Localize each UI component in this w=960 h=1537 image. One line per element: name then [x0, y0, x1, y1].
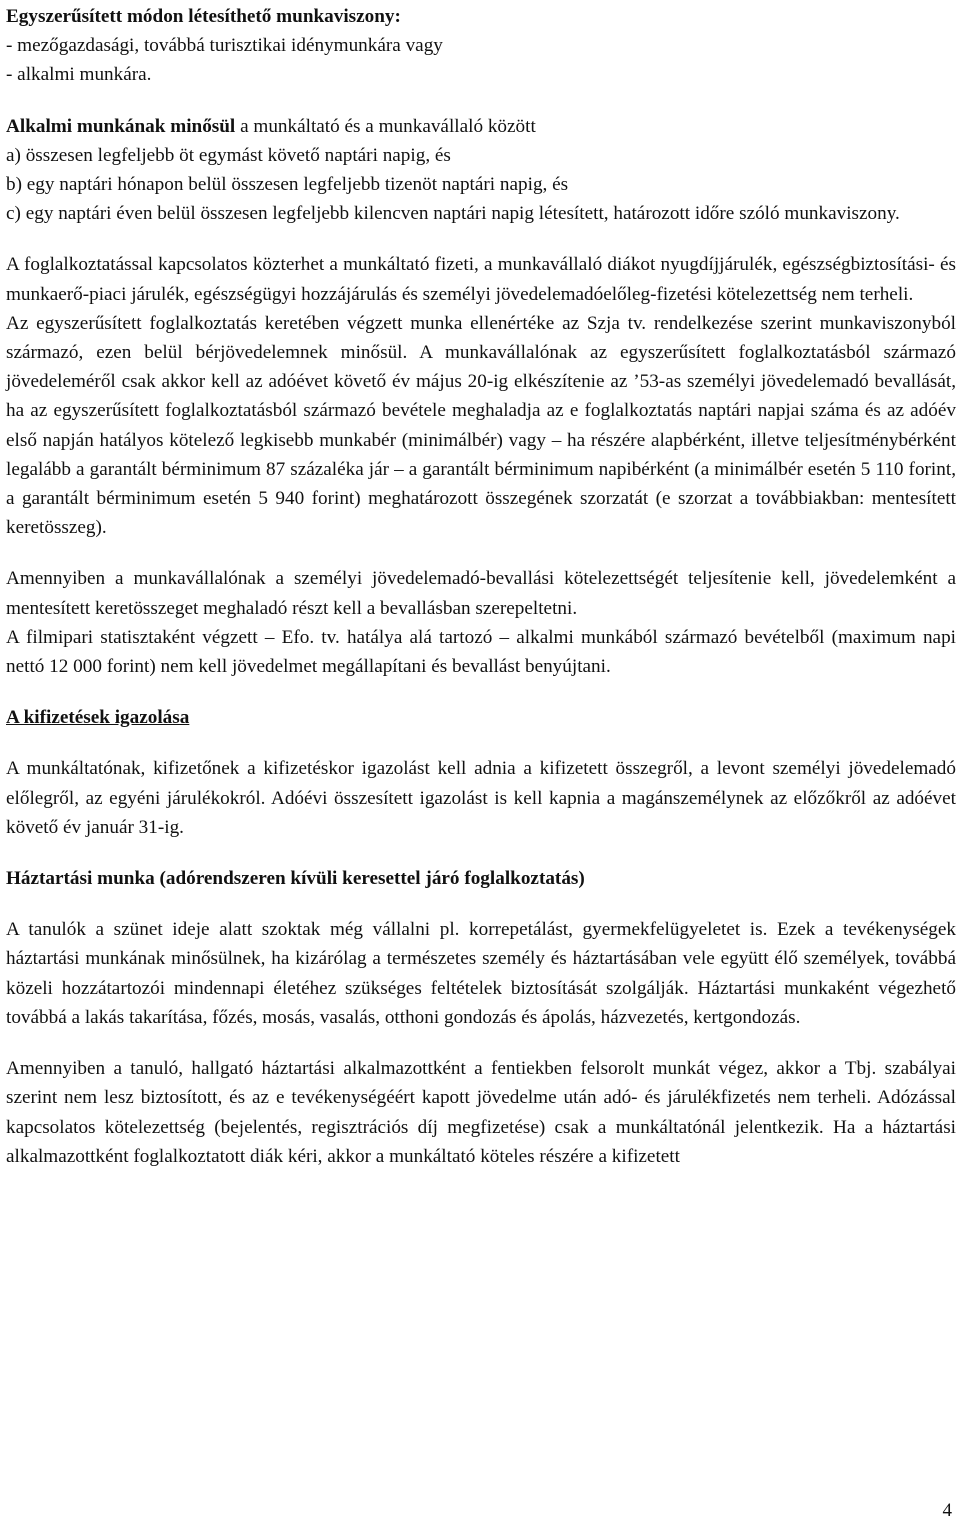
- section-title: Egyszerűsített módon létesíthető munkaviszony:: [6, 6, 401, 27]
- paragraph: Amennyiben a tanuló, hallgató háztartási alkalmazottként a fentiekben felsorolt munkát végez, akkor a Tbj. szabályai szerint nem lesz biztosított, és az e tevékenységéért kapott jövedelme után adó- és járulékfizetés nem terheli. Adózással kapcsolatos kötelezettség (bejelentés, regisztrációs díj megfizetése) csak a munkáltatónál jelentkezik. Ha a háztartási alkalmazottként foglalkoztatott diák kéri, akkor a munkáltató köteles részére a kifizetett: [6, 1058, 956, 1167]
- section-heading: A kifizetések igazolása: [6, 707, 190, 729]
- spacer: [6, 542, 956, 564]
- spacer: [6, 893, 956, 915]
- casual-work-term: Alkalmi munkának minősül: [6, 115, 236, 137]
- paragraph: A munkáltatónak, kifizetőnek a kifizetéskor igazolást kell adnia a kifizetett összegről, a levont személyi jövedelemadó előlegről, az egyéni járulékokról. Adóévi összesített igazolást is kell kapnia a magánszemélynek az előzőkről az adóévet követő év január 31-ig.: [6, 758, 956, 838]
- casual-work-lead: [6, 112, 956, 141]
- page-number: 4: [942, 1500, 952, 1521]
- paragraph: A tanulók a szünet ideje alatt szoktak még vállalni pl. korrepetálást, gyermekfelügyeletet is. Ezek a tevékenységek háztartási munkának minősülnek, ha kizárólag a természetes személy és háztartásában vele együtt élő személyek, továbbá közeli hozzátartozói mindennapi életéhez szükséges feltételek biztosítását szolgálják. Háztartási munkaként végezhető továbbá a lakás takarítása, főzés, mosás, vasalás, otthoni gondozás és ápolás, házvezetés, kertgondozás.: [6, 919, 956, 1028]
- paragraph: A foglalkoztatással kapcsolatos közterhet a munkáltató fizeti, a munkavállaló diákot nyugdíjjárulék, egészségbiztosítási- és munkaerő-piaci járulék, egészségügyi hozzájárulás és személyi jövedelemadóelőleg-fizetési kötelezettség nem terheli.: [6, 254, 956, 305]
- spacer: [6, 228, 956, 250]
- spacer: [6, 732, 956, 754]
- spacer: [6, 681, 956, 703]
- spacer: [6, 1032, 956, 1054]
- spacer: [6, 842, 956, 864]
- casual-work-lead-rest: a munkáltató és a munkavállaló között: [235, 115, 536, 137]
- paragraph: A filmipari statisztaként végzett – Efo. tv. hatálya alá tartozó – alkalmi munkából származó bevételből (maximum napi nettó 12 000 forint) nem kell jövedelmet megállapítani és bevallást benyújtani.: [6, 626, 956, 678]
- list-item: - alkalmi munkára.: [6, 64, 152, 86]
- paragraph: Amennyiben a munkavállalónak a személyi jövedelemadó-bevallási kötelezettségét teljesítenie kell, jövedelemként a mentesített keretösszeget meghaladó részt kell a bevallásban szerepeltetni.: [6, 568, 956, 619]
- simplified-employment-section: [6, 2, 956, 90]
- list-item: a) összesen legfeljebb öt egymást követő naptári napig, és: [6, 144, 451, 166]
- spacer: [6, 90, 956, 112]
- paragraph: Az egyszerűsített foglalkoztatás keretében végzett munka ellenértéke az Szja tv. rendelkezése szerint munkaviszonyból származó, ezen belül bérjövedelemnek minősül. A munkavállalónak az egyszerűsített foglalkoztatásból származó jövedeleméről csak akkor kell az adóévet követő év május 20-ig elkészítenie az ’53-as személyi jövedelemadó bevallását, ha az egyszerűsített foglalkoztatásból származó bevétele meghaladja az e foglalkoztatás naptári napjai száma és az adóév első napján hatályos kötelező legkisebb munkabér (minimálbér) vagy – ha részére alapbérként, illetve teljesítménybérként legalább a garantált bérminimum 87 százaléka jár – a garantált bérminimum napibérként (a minimálbér esetén 5 110 forint, a garantált bérminimum esetén 5 940 forint) meghatározott összegének szorzatát (e szorzat a továbbiakban: mentesített keretösszeg).: [6, 312, 956, 539]
- list-item: - mezőgazdasági, továbbá turisztikai idénymunkára vagy: [6, 35, 443, 57]
- section-heading: Háztartási munka (adórendszeren kívüli keresettel járó foglalkoztatás): [6, 868, 585, 890]
- casual-work-section: [6, 112, 956, 229]
- list-item: b) egy naptári hónapon belül összesen legfeljebb tizenöt naptári napig, és: [6, 174, 569, 196]
- list-item: c) egy naptári éven belül összesen legfeljebb kilencven naptári napig létesített, határozott időre szóló munkaviszony.: [6, 203, 900, 225]
